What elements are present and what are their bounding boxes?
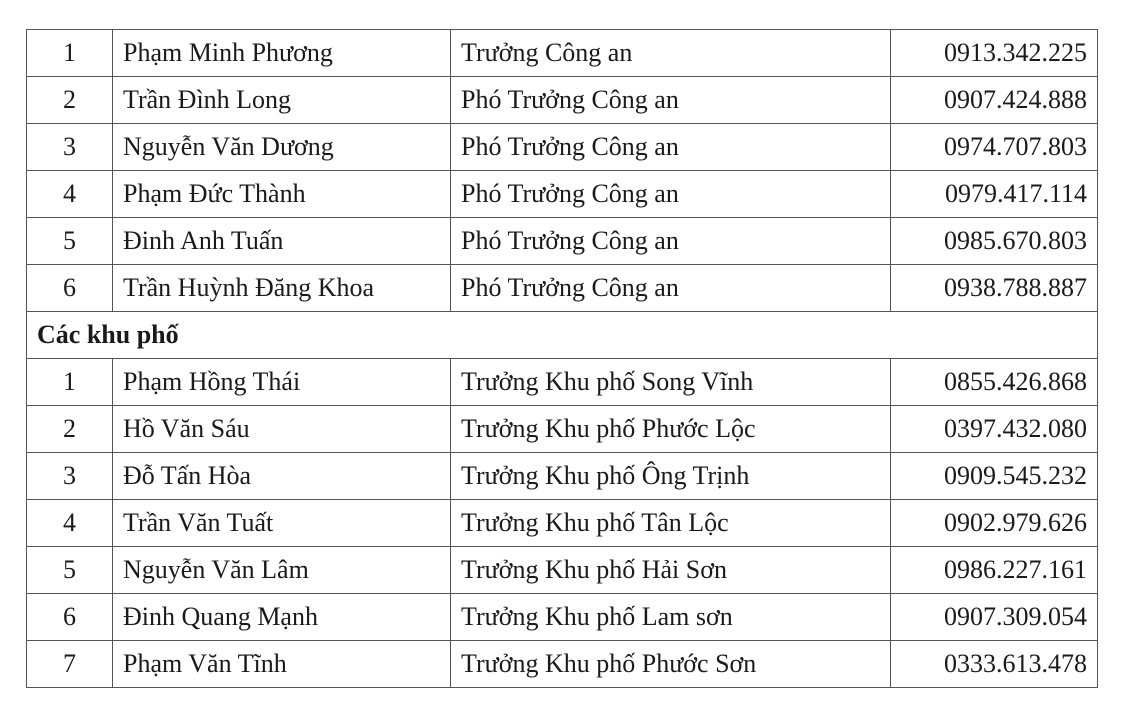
table-row [27, 77, 1098, 124]
row-number: 6 [27, 265, 113, 312]
row-number: 2 [27, 77, 113, 124]
table-row [27, 594, 1098, 641]
row-number: 1 [27, 30, 113, 77]
row-number: 4 [27, 500, 113, 547]
phone-number: 0855.426.868 [891, 359, 1098, 406]
phone-number: 0938.788.887 [891, 265, 1098, 312]
person-name: Phạm Minh Phương [113, 30, 451, 77]
position-title: Trưởng Khu phố Lam sơn [451, 594, 891, 641]
table-row [27, 453, 1098, 500]
position-title: Trưởng Khu phố Phước Lộc [451, 406, 891, 453]
person-name: Phạm Văn Tĩnh [113, 641, 451, 688]
table-row [27, 500, 1098, 547]
table-row [27, 547, 1098, 594]
phone-number: 0909.545.232 [891, 453, 1098, 500]
person-name: Đỗ Tấn Hòa [113, 453, 451, 500]
phone-number: 0913.342.225 [891, 30, 1098, 77]
row-number: 5 [27, 547, 113, 594]
phone-number: 0907.424.888 [891, 77, 1098, 124]
phone-number: 0986.227.161 [891, 547, 1098, 594]
position-title: Phó Trưởng Công an [451, 124, 891, 171]
phone-number: 0979.417.114 [891, 171, 1098, 218]
table-row [27, 171, 1098, 218]
person-name: Trần Văn Tuất [113, 500, 451, 547]
phone-number: 0907.309.054 [891, 594, 1098, 641]
phone-number: 0333.613.478 [891, 641, 1098, 688]
contact-table [26, 29, 1098, 688]
position-title: Trưởng Khu phố Song Vĩnh [451, 359, 891, 406]
section-title: Các khu phố [27, 312, 1098, 359]
table-row [27, 218, 1098, 265]
phone-number: 0974.707.803 [891, 124, 1098, 171]
position-title: Trưởng Khu phố Phước Sơn [451, 641, 891, 688]
position-title: Phó Trưởng Công an [451, 265, 891, 312]
table-row [27, 124, 1098, 171]
person-name: Nguyễn Văn Dương [113, 124, 451, 171]
row-number: 4 [27, 171, 113, 218]
position-title: Phó Trưởng Công an [451, 77, 891, 124]
section-header-row [27, 312, 1098, 359]
row-number: 1 [27, 359, 113, 406]
person-name: Phạm Đức Thành [113, 171, 451, 218]
phone-number: 0985.670.803 [891, 218, 1098, 265]
person-name: Nguyễn Văn Lâm [113, 547, 451, 594]
table-row [27, 406, 1098, 453]
person-name: Đinh Anh Tuấn [113, 218, 451, 265]
row-number: 2 [27, 406, 113, 453]
person-name: Phạm Hồng Thái [113, 359, 451, 406]
position-title: Trưởng Khu phố Hải Sơn [451, 547, 891, 594]
table-row [27, 265, 1098, 312]
table-row [27, 359, 1098, 406]
position-title: Trưởng Khu phố Tân Lộc [451, 500, 891, 547]
person-name: Trần Huỳnh Đăng Khoa [113, 265, 451, 312]
position-title: Phó Trưởng Công an [451, 171, 891, 218]
position-title: Phó Trưởng Công an [451, 218, 891, 265]
row-number: 5 [27, 218, 113, 265]
position-title: Trưởng Công an [451, 30, 891, 77]
person-name: Hồ Văn Sáu [113, 406, 451, 453]
table-row [27, 641, 1098, 688]
row-number: 6 [27, 594, 113, 641]
person-name: Đinh Quang Mạnh [113, 594, 451, 641]
position-title: Trưởng Khu phố Ông Trịnh [451, 453, 891, 500]
person-name: Trần Đình Long [113, 77, 451, 124]
phone-number: 0397.432.080 [891, 406, 1098, 453]
row-number: 3 [27, 453, 113, 500]
row-number: 7 [27, 641, 113, 688]
phone-number: 0902.979.626 [891, 500, 1098, 547]
table-row [27, 30, 1098, 77]
row-number: 3 [27, 124, 113, 171]
